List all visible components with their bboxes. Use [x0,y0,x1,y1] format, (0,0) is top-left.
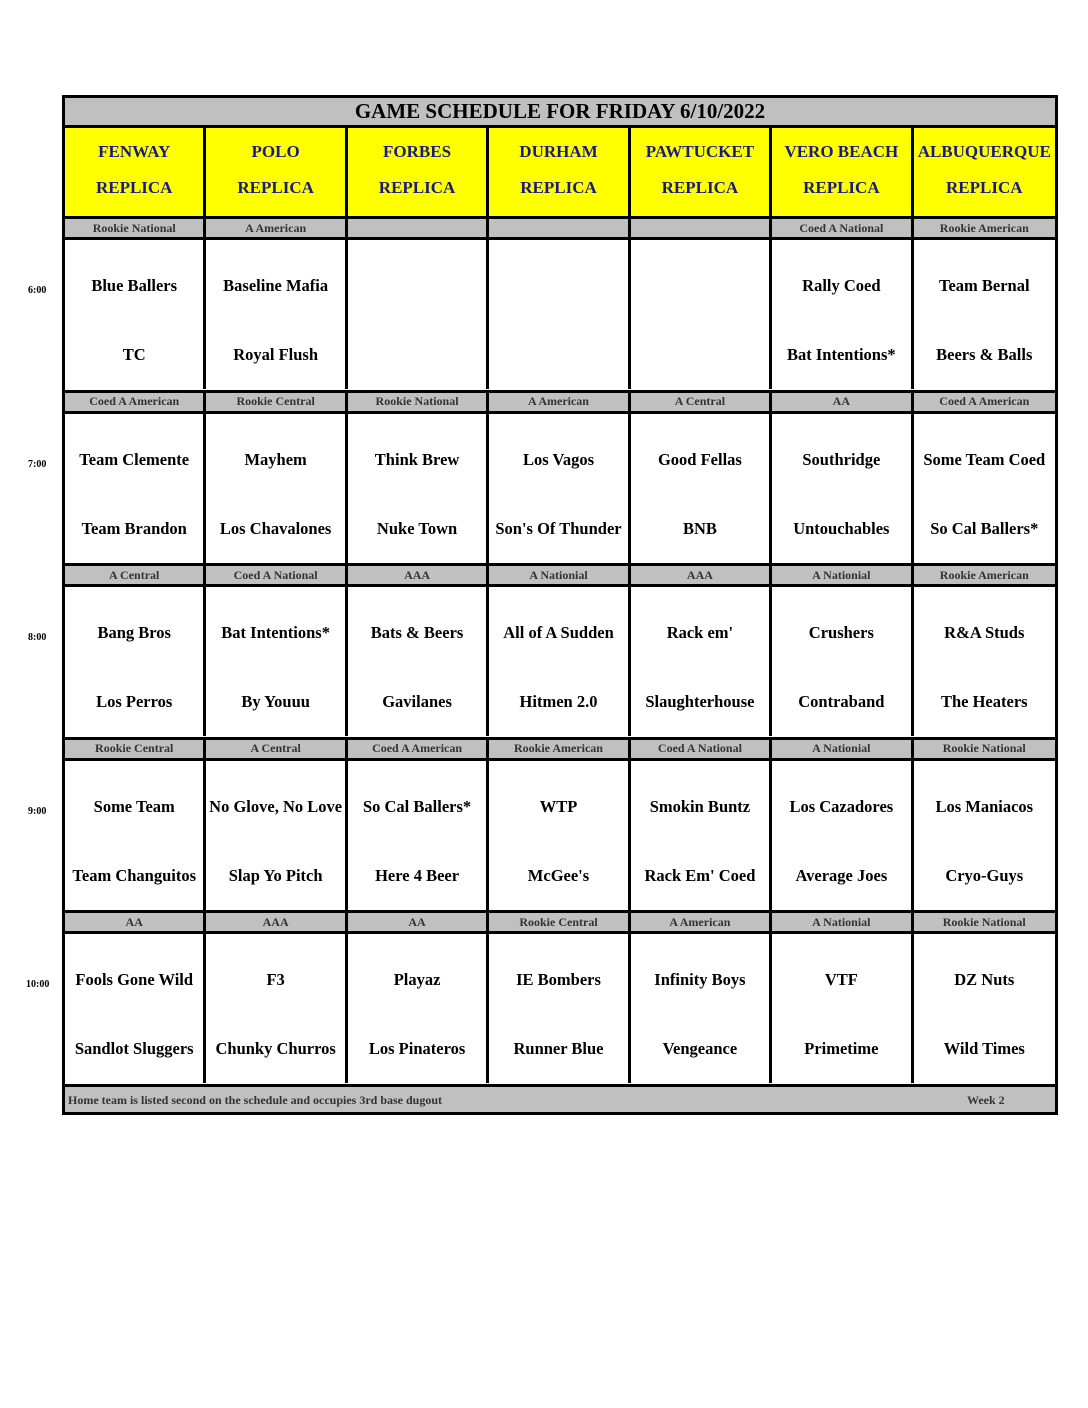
home-team: Untouchables [793,518,890,538]
home-team: Team Brandon [81,518,187,538]
time-label: 7:00 [28,458,47,470]
league-label: AAA [206,913,347,931]
game-cell [631,587,772,736]
league-label: Coed A National [631,740,772,758]
away-team: WTP [539,796,578,816]
league-label: Rookie National [914,913,1055,931]
away-team: Blue Ballers [91,276,178,296]
game-cell [65,587,206,736]
game-cell [206,934,347,1083]
field-header [772,128,913,216]
home-team: Beers & Balls [936,345,1033,364]
home-team: Runner Blue [513,1039,604,1058]
league-label: Rookie National [65,219,206,237]
field-type: REPLICA [237,178,314,197]
time-label: 10:00 [26,979,50,990]
league-label [348,219,489,237]
game-cell [348,761,489,910]
league-label: A Central [631,393,772,411]
game-cell [772,414,913,563]
home-team: Primetime [804,1039,879,1058]
home-team: Average Joes [795,865,888,885]
home-team: So Cal Ballers* [930,518,1039,538]
home-team: Nuke Town [376,518,458,538]
field-header [914,128,1055,216]
league-label: AAA [631,566,772,584]
away-team: Playaz [393,970,441,990]
game-cell [206,414,347,563]
home-team [631,343,769,367]
league-label: Rookie American [914,566,1055,584]
league-label: A Central [65,566,206,584]
field-name: FENWAY [98,142,171,161]
games-row [65,761,1055,910]
league-label: A American [206,219,347,237]
field-name: POLO [251,142,300,161]
home-team: Vengeance [662,1039,738,1058]
time-slot-block [65,737,1055,910]
away-team: Los Cazadores [789,796,894,816]
league-label: AA [772,393,913,411]
league-label: A Central [206,740,347,758]
games-row [65,587,1055,736]
league-label: Rookie Central [489,913,630,931]
league-row [65,910,1055,934]
home-team: Gavilanes [382,692,452,711]
away-team: Smokin Buntz [649,796,751,816]
league-label: Coed A American [65,393,206,411]
game-cell [489,587,630,736]
league-label: Coed A American [348,740,489,758]
field-header [206,128,347,216]
field-type: REPLICA [520,178,597,197]
away-team: DZ Nuts [954,970,1015,990]
league-label: Coed A National [772,219,913,237]
away-team: So Cal Ballers* [362,796,472,816]
league-row [65,390,1055,414]
game-cell [772,761,913,910]
home-team: Sandlot Sluggers [74,1039,194,1058]
schedule-table [62,95,1058,1115]
away-team [348,266,486,306]
field-name: VERO BEACH [784,142,899,161]
field-name: PAWTUCKET [645,142,755,161]
away-team [631,266,769,306]
home-team: TC [122,345,146,364]
time-label: 6:00 [28,285,47,296]
home-team: BNB [682,518,717,538]
league-row [65,563,1055,587]
away-team: Think Brew [374,449,460,469]
away-team: Bats & Beers [370,623,464,643]
home-team: Son's Of Thunder [495,518,622,538]
games-row [65,934,1055,1083]
game-cell [348,414,489,563]
away-team: Team Bernal [938,276,1030,296]
league-label: A Nationial [489,566,630,584]
league-label [489,219,630,237]
field-header [348,128,489,216]
league-row [65,216,1055,240]
away-team: Infinity Boys [654,970,746,990]
away-team: VTF [824,970,858,990]
time-label: 9:00 [28,805,47,817]
home-team: The Heaters [940,692,1028,711]
away-team: Southridge [802,449,881,469]
home-team: Los Pinateros [368,1039,466,1058]
home-team: Rack Em' Coed [644,865,756,885]
field-header [65,128,206,216]
field-header [631,128,772,216]
away-team: Bat Intentions* [221,623,330,643]
away-team: Rally Coed [802,276,881,296]
game-cell [65,761,206,910]
away-team: Good Fellas [657,449,742,469]
schedule-title: GAME SCHEDULE FOR FRIDAY 6/10/2022 [65,98,1055,128]
league-label [631,219,772,237]
home-team: Royal Flush [233,345,319,364]
home-team: Los Perros [96,692,173,711]
footer-bar [65,1084,1055,1112]
field-name: FORBES [383,142,452,161]
time-label: 8:00 [28,632,47,643]
away-team: Crushers [808,623,874,643]
field-type: REPLICA [803,178,880,197]
game-cell [489,761,630,910]
away-team: Los Maniacos [935,796,1034,816]
games-row [65,240,1055,389]
away-team: No Glove, No Love [209,796,343,816]
home-team: Bat Intentions* [787,345,896,364]
home-team: Slap Yo Pitch [228,865,323,885]
away-team: Bang Bros [97,623,171,643]
away-team: Some Team [93,796,175,816]
league-label: Rookie National [348,393,489,411]
home-team: Hitmen 2.0 [519,692,598,711]
game-cell [65,934,206,1083]
away-team: Los Vagos [522,449,595,469]
league-label: A American [489,393,630,411]
game-cell [206,240,347,389]
game-cell [348,934,489,1083]
away-team: Some Team Coed [923,449,1046,469]
home-team: Contraband [798,692,885,711]
home-team: By Youuu [241,692,310,711]
field-type: REPLICA [95,178,173,197]
away-team: Rack em' [666,623,734,643]
home-team: Here 4 Beer [375,865,460,885]
game-cell [631,414,772,563]
game-cell [489,414,630,563]
league-label: A Nationial [772,566,913,584]
game-cell [348,240,489,389]
game-cell [489,934,630,1083]
away-team: Team Clemente [79,449,190,469]
game-cell [348,587,489,736]
field-type: REPLICA [946,178,1023,197]
game-cell [631,934,772,1083]
field-header-row [65,128,1055,216]
away-team [489,266,627,306]
game-cell [914,761,1055,910]
game-cell [631,240,772,389]
league-row [65,737,1055,761]
field-name: DURHAM [519,142,598,161]
away-team: IE Bombers [516,970,601,990]
league-label: A American [631,913,772,931]
time-slot-block [65,910,1055,1083]
league-label: AA [65,913,206,931]
home-team [489,343,627,367]
field-type: REPLICA [378,178,456,197]
game-cell [914,934,1055,1083]
away-team: Baseline Mafia [223,276,329,296]
game-cell [772,934,913,1083]
game-cell [772,587,913,736]
home-team: Los Chavalones [219,518,332,538]
league-label: A Nationial [772,740,913,758]
league-label: Rookie National [914,740,1055,758]
away-team: F3 [266,970,285,990]
home-team: Cryo-Guys [945,865,1024,885]
home-team [348,343,486,367]
game-cell [914,240,1055,389]
game-cell [772,240,913,389]
league-label: Coed A National [206,566,347,584]
away-team: All of A Sudden [503,623,614,643]
time-slot-block [65,563,1055,736]
league-label: Rookie Central [65,740,206,758]
field-name: ALBUQUERQUE [917,142,1051,161]
field-header [489,128,630,216]
home-team: Team Changuitos [72,865,197,885]
league-label: A Nationial [772,913,913,931]
week-label: Week 2 [967,1093,1005,1107]
game-cell [206,587,347,736]
home-team: Wild Times [943,1039,1025,1058]
game-cell [914,587,1055,736]
footer-note: Home team is listed second on the schedule and occupies 3rd base dugout [68,1093,443,1107]
field-type: REPLICA [661,178,739,197]
league-label: Coed A American [914,393,1055,411]
league-label: Rookie American [914,219,1055,237]
time-slot-block [65,216,1055,389]
away-team: Mayhem [244,449,307,469]
league-label: AA [348,913,489,931]
home-team: Slaughterhouse [645,692,755,711]
game-cell [914,414,1055,563]
game-cell [65,414,206,563]
away-team: R&A Studs [944,623,1025,643]
league-label: Rookie American [489,740,630,758]
league-label: Rookie Central [206,393,347,411]
league-label: AAA [348,566,489,584]
game-cell [65,240,206,389]
time-slot-block [65,390,1055,563]
home-team: McGee's [527,865,590,885]
games-row [65,414,1055,563]
game-cell [489,240,630,389]
home-team: Chunky Churros [215,1039,336,1058]
away-team: Fools Gone Wild [75,970,194,990]
game-cell [631,761,772,910]
game-cell [206,761,347,910]
